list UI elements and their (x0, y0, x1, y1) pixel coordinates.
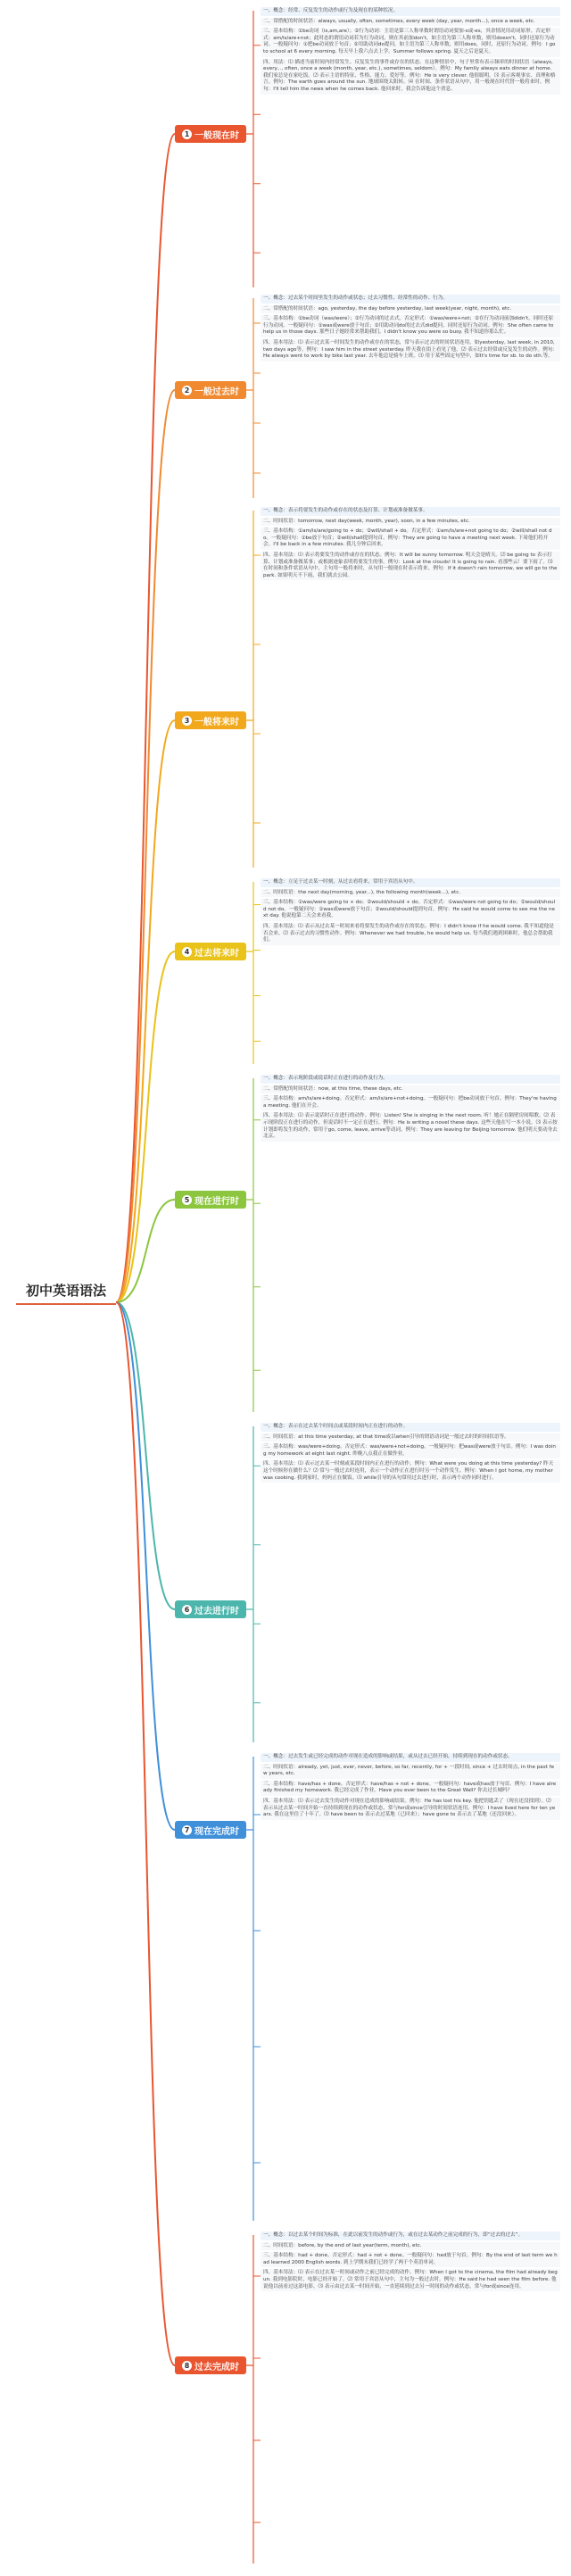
root-branch-connector (116, 134, 175, 1302)
note-paragraph: 二、时间状语：at this time yesterday, at that time或以when引导的谓语动词是一般过去时的时间状语等。 (261, 1433, 560, 1442)
branch-label: 现在进行时 (194, 1196, 239, 1207)
note-paragraph: 三、基本结构：was/were+doing。否定形式：was/were+not+doing。一般疑问句：把was或were放于句首。例句：I was doing my homework at eight last night. 昨晚八点我正在做作业。 (261, 1443, 560, 1458)
root-branch-connector (116, 1302, 175, 1830)
note-paragraph: 三、基本结构：am/is/are+doing。否定形式：am/is/are+not+doing。一般疑问句：把be动词放于句首。例句：They're having a meeting. 他们在开会。 (261, 1095, 560, 1110)
note-paragraph: 四、基本用法：⑴ 表示过去某一时刻或某段时间内正在进行的动作。例句：What were you doing at this time yesterday? 昨天这个时候你在做什么？⑵ 常与一般过去时连用，表示一个动作正在进行时另一个动作发生。例句：When I got home, my mother was cooking. 我到家时，妈妈正在做饭。⑶ while引导的从句常用过去进行时，表示两个动作同时进行。 (261, 1460, 560, 1483)
branch-topic-6[interactable] (175, 1600, 246, 1618)
branch-topic-4[interactable] (175, 943, 246, 960)
branch-card-connector (246, 1757, 253, 2221)
root-branch-connector (116, 1302, 175, 1609)
note-paragraph: 二、时间状语：tomorrow, next day(week, month, year), soon, in a few minutes, etc. (261, 518, 560, 527)
branch-label: 一般现在时 (194, 130, 239, 141)
number-badge-icon: 7 (182, 1825, 192, 1835)
note-paragraph: 四、基本用法：⑴ 表示过去发生的动作对现在造成的影响或结果。例句：He has lost his key. 他把钥匙丢了（现在还没找到）。⑵ 表示从过去某一时间开始一直持续到现在的动作或状态，常与for或since引导的时间状语连用。例句：I have lived here for ten years. 我在这里住了十年了。⑶ have been to 表示去过某地（已回来）；have gone to 表示去了某地（还没回来）。 (261, 1798, 560, 1820)
note-paragraph: 三、基本结构：had + done。否定形式：had + not + done。一般疑问句：had放于句首。例句：By the end of last term we had learned 2000 English words. 到上学期末我们已经学了两千个英语单词。 (261, 2252, 560, 2267)
note-paragraph: 四、用法：⑴ 描述当前时间内经常发生、反复发生的事件或存在的状态。在这种情景中，句子里常有表示频率的时间状语（always, every..., often, once a week (month, year, etc.), sometimes, seldom）。例句：My family always eats dinner at home. 我们家总是在家吃饭。⑵ 表示主语的特征、性格、能力、爱好等。例句：He is very clever. 他很聪明。⑶ 表示客观事实、真理和格言。例句：The earth goes around the sun. 地球围绕太阳转。⑷ 在时间、条件状语从句中，用一般现在时代替一般将来时。例句：I'll tell him the news when he comes back. 他回来时，我会告诉他这个消息。 (261, 59, 560, 95)
notes-card-8 (261, 2231, 560, 2567)
branch-card-connector (246, 882, 253, 1064)
note-paragraph: 一、概念：以过去某个时间为标准，在此以前发生的动作或行为，或在过去某动作之前完成的行为，即“过去的过去”。 (261, 2231, 560, 2240)
branch-topic-8[interactable] (175, 2356, 246, 2374)
note-paragraph: 四、基本用法：⑴ 表示过去某一时间发生的动作或存在的状态，常与表示过去的时间状语连用，如yesterday, last week, in 2010, two days ago等。例句：I saw him in the street yesterday. 昨天我在街上看见了他。⑵ 表示过去经常或反复发生的动作。例句：He always went to work by bike last year. 去年他总是骑车上班。⑶ 用于某些固定句型中，如It's time for sb. to do sth.等。 (261, 339, 560, 361)
note-paragraph: 一、概念：经常、反复发生的动作或行为及现在的某种状况。 (261, 7, 560, 16)
branch-label: 一般将来时 (194, 717, 239, 727)
number-badge-icon: 3 (182, 716, 192, 726)
branch-topic-5[interactable] (175, 1191, 246, 1209)
root-branch-connector (116, 1302, 175, 2365)
root-branch-connector (116, 720, 175, 1302)
root-branch-connector (116, 1200, 175, 1302)
note-paragraph: 三、基本结构：have/has + done。否定形式：have/has + not + done。一般疑问句：have或has放于句首。例句：I have already finished my homework. 我已经完成了作业。Have you ever been to the Great Wall? 你去过长城吗？ (261, 1781, 560, 1796)
number-badge-icon: 4 (182, 947, 192, 957)
branch-label: 过去进行时 (194, 1606, 239, 1616)
branch-card-connector (246, 1426, 253, 1742)
root-topic (16, 1276, 116, 1305)
branch-card-connector (246, 511, 253, 868)
number-badge-icon: 2 (182, 386, 192, 395)
note-paragraph: 一、概念：表示现阶段或说话时正在进行的动作及行为。 (261, 1075, 560, 1084)
number-badge-icon: 6 (182, 1605, 192, 1615)
branch-label: 过去完成时 (194, 2362, 239, 2372)
root-title: 初中英语语法 (25, 1282, 106, 1299)
note-paragraph: 一、概念：表示将要发生的动作或存在的状态及打算、计划或准备做某事。 (261, 507, 560, 516)
notes-card-5 (261, 1075, 560, 1416)
note-paragraph: 四、基本用法：⑴ 表示将要发生的动作或存在的状态。例句：It will be sunny tomorrow. 明天会是晴天。⑵ be going to 表示打算、计划或准备做某事；或根据迹象表明将要发生的事。例句：Look at the clouds! It is going to rain. 看那些云！要下雨了。⑶ 在时间和条件状语从句中，主句用一般将来时，从句用一般现在时表示将来。例句：If it doesn't rain tomorrow, we will go to the park. 如果明天不下雨，我们就去公园。 (261, 552, 560, 580)
note-paragraph: 四、基本用法：⑴ 表示说话时正在进行的动作。例句：Listen! She is singing in the next room. 听！她正在隔壁房间唱歌。⑵ 表示现阶段正在进行的动作，但说话时不一定正在进行。例句：He is writing a novel these days. 这些天他在写一本小说。⑶ 表示按计划即将发生的动作，常用于go, come, leave, arrive等动词。例句：They are leaving for Beijing tomorrow. 他们明天要动身去北京。 (261, 1112, 560, 1141)
notes-card-1 (261, 7, 560, 291)
note-paragraph: 二、时间状语：the next day(morning, year...), the following month(week...), etc. (261, 889, 560, 898)
branch-label: 过去将来时 (194, 948, 239, 959)
note-paragraph: 二、时间状语：before, by the end of last year(term, month), etc. (261, 2242, 560, 2251)
note-paragraph: 四、基本用法：⑴ 表示在过去某一时间或动作之前已经完成的动作。例句：When I got to the cinema, the film had already begun. 我到电影院时，电影已经开始了。⑵ 常用于宾语从句中，主句为一般过去时。例句：He said he had seen the film before. 他说他以前看过这部电影。⑶ 表示由过去某一时间开始，一直延续到过去另一时间的动作或状态，常与for或since连用。 (261, 2269, 560, 2291)
number-badge-icon: 5 (182, 1195, 192, 1205)
notes-card-4 (261, 878, 560, 1068)
notes-card-7 (261, 1753, 560, 2224)
notes-card-6 (261, 1423, 560, 1746)
note-paragraph: 三、基本结构：①be动词（was/were）；②行为动词的过去式。否定形式：①was/were+not；②在行为动词前加didn't，同时还原行为动词。一般疑问句：①was或were放于句首；②用助动词do的过去式did提问，同时还原行为动词。例句：She often came to help us in those days. 那些日子她经常来帮助我们。I didn't know you were so busy. 我不知道你那么忙。 (261, 315, 560, 337)
branch-card-connector (246, 1078, 253, 1412)
root-branch-connector (116, 390, 175, 1302)
note-paragraph: 二、常搭配的时间状语：ago, yesterday, the day before yesterday, last week(year, night, month), etc. (261, 305, 560, 314)
note-paragraph: 三、基本结构：①was/were going to + do；②would/should + do。否定形式：①was/were not going to do；②would/should not do。一般疑问句：①was或were放于句首；②would/should提到句首。例句：He said he would come to see me the next day. 他说他第二天会来看我。 (261, 899, 560, 921)
note-paragraph: 二、常搭配的时间状语：now, at this time, these days, etc. (261, 1085, 560, 1094)
branch-topic-3[interactable] (175, 711, 246, 729)
branch-card-connector (246, 298, 253, 498)
branch-label: 现在完成时 (194, 1826, 239, 1837)
note-paragraph: 三、基本结构：①am/is/are/going to + do；②will/shall + do。否定形式：①am/is/are+not going to do；②will/shall not do。一般疑问句：①be放于句首；②will/shall提到句首。例句：They are going to have a meeting next week. 下周他们将开会。I'll be back in a few minutes. 我几分钟后回来。 (261, 528, 560, 550)
number-badge-icon: 8 (182, 2361, 192, 2371)
note-paragraph: 二、常搭配的时间状语：always, usually, often, sometimes, every week (day, year, month...), once a week, etc. (261, 18, 560, 27)
note-paragraph: 一、概念：过去某个时间里发生的动作或状态；过去习惯性、经常性的动作、行为。 (261, 295, 560, 303)
branch-topic-7[interactable] (175, 1821, 246, 1839)
branch-topic-1[interactable] (175, 125, 246, 143)
branch-label: 一般过去时 (194, 386, 239, 397)
note-paragraph: 一、概念：过去发生或已经完成的动作对现在造成的影响或结果，或从过去已经开始，持续到现在的动作或状态。 (261, 1753, 560, 1762)
note-paragraph: 二、时间状语：already, yet, just, ever, never, before, so far, recently, for + 一段时间, since + 过去时间点, in the past few years, etc. (261, 1764, 560, 1779)
branch-card-connector (246, 2235, 253, 2564)
notes-card-3 (261, 507, 560, 871)
note-paragraph: 一、概念：表示在过去某个时间点或某段时间内正在进行的动作。 (261, 1423, 560, 1432)
branch-card-connector (246, 11, 253, 287)
number-badge-icon: 1 (182, 129, 192, 139)
notes-card-2 (261, 295, 560, 502)
root-branch-connector (116, 951, 175, 1302)
note-paragraph: 三、基本结构：①be动词（is,am,are）；②行为动词：主语是第三人称单数时谓语动词要加-s或-es，其余情况用动词原形。否定形式：am/is/are+not；此时态的谓语动词若为行为动词，则在其前加don't，如主语为第三人称单数，则用doesn't，同时还原行为动词。一般疑问句：①把be动词放于句首；②用助动词do提问，如主语为第三人称单数，则用does，同时，还原行为动词。例句：I go to school at 6 every morning. 每天早上我六点去上学。Summer follows spring. 夏天之后是夏天。 (261, 28, 560, 56)
branch-topic-2[interactable] (175, 381, 246, 399)
note-paragraph: 四、基本用法：⑴ 表示从过去某一时间来看将要发生的动作或存在的状态。例句：I didn't know if he would come. 我不知道他是否会来。⑵ 表示过去的习惯性动作。例句：Whenever we had trouble, he would help us. 每当我们遇到困难时，他总会帮助我们。 (261, 923, 560, 945)
note-paragraph: 一、概念：立足于过去某一时刻，从过去看将来，常用于宾语从句中。 (261, 878, 560, 887)
